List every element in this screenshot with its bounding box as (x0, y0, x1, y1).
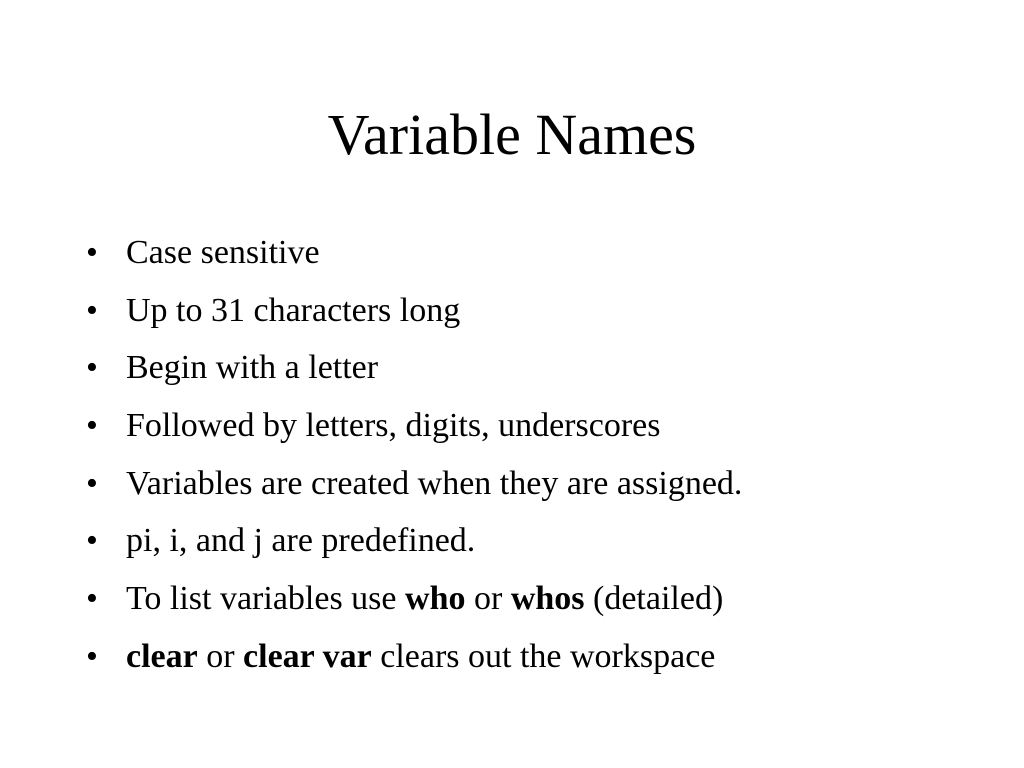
bullet-text-segment: Variables are created when they are assigned. (126, 464, 743, 502)
bullet-text (126, 461, 742, 507)
bold-keyword: clear var (243, 637, 372, 675)
bold-keyword: whos (510, 580, 585, 618)
bullet-text-segment: (detailed) (584, 580, 724, 618)
bullet-text (126, 634, 715, 680)
bullet-text-segment: To list variables use (126, 580, 406, 618)
bullet-point-icon: • (86, 464, 98, 502)
bullet-text (126, 576, 723, 622)
bullet-text (126, 230, 320, 276)
bullet-text-segment: clears out the workspace (371, 637, 716, 675)
bullet-text (126, 403, 660, 449)
bullet-text-segment: Up to 31 characters long (126, 291, 461, 329)
bullet-text-segment: pi, i, and j are predefined. (126, 522, 476, 560)
bold-keyword: clear (126, 637, 198, 675)
bold-keyword: who (405, 580, 466, 618)
bullet-point-icon: • (86, 234, 98, 271)
bullet-text (126, 288, 460, 334)
bullet-point-icon: • (86, 522, 98, 560)
bullet-point-icon: • (86, 580, 98, 618)
bullet-text-segment: or (465, 580, 511, 618)
bullet-point-icon: • (86, 291, 98, 329)
bullet-text-segment: Begin with a letter (126, 349, 379, 387)
slide-title: Variable Names (327, 102, 697, 167)
bullet-text-segment: Case sensitive (126, 234, 320, 271)
bullet-text-segment: or (197, 637, 244, 675)
bullet-text-segment: Followed by letters, digits, underscores (126, 407, 661, 445)
bullet-text (126, 345, 378, 391)
bullet-point-icon: • (86, 637, 98, 675)
bullet-text (126, 518, 475, 564)
bullet-point-icon: • (86, 407, 98, 445)
bullet-point-icon: • (86, 349, 98, 387)
